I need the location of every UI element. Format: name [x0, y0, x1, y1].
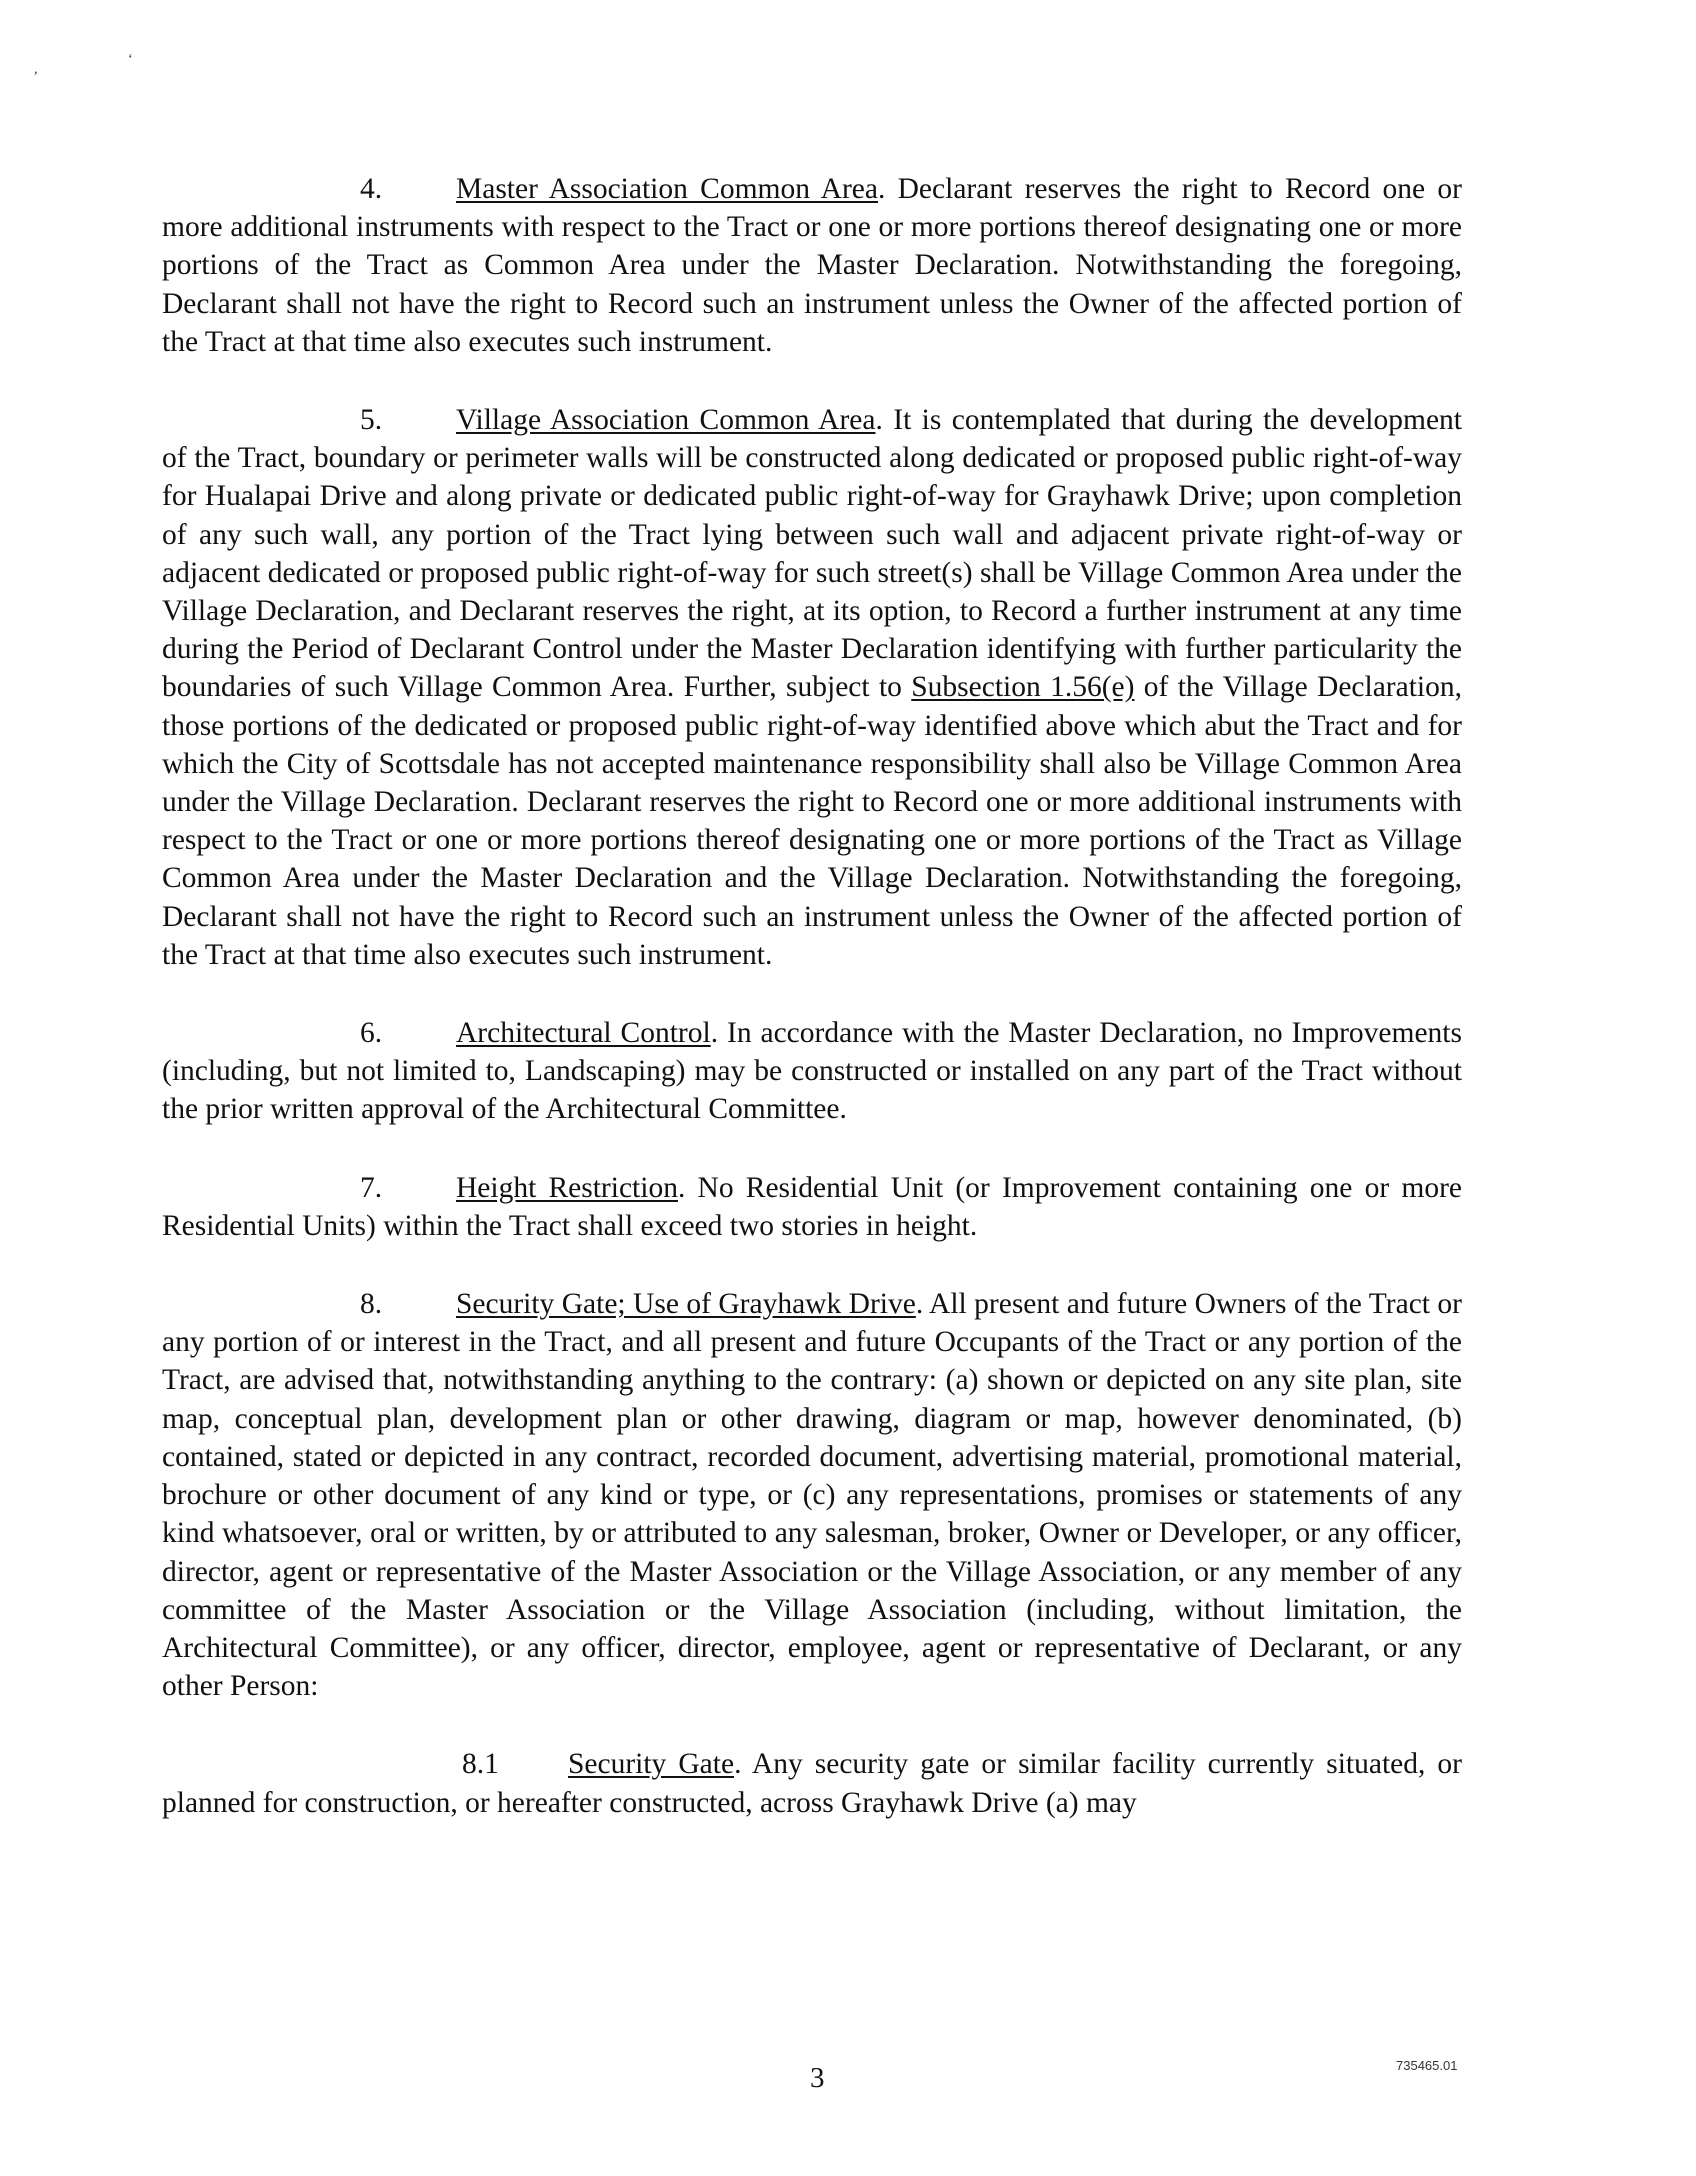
document-body	[162, 170, 1462, 1862]
section-number: 6.	[360, 1017, 383, 1050]
section-number: 5.	[360, 404, 383, 437]
section-number: 8.	[360, 1288, 383, 1321]
document-id: 735465.01	[1396, 2058, 1458, 2073]
page-number: 3	[810, 2062, 825, 2094]
section-heading: Security Gate	[568, 1748, 735, 1781]
section-text: . No Residential Unit (or Improvement containing one or more Residential Units) within the Tract shall exceed two stories in height.	[162, 1171, 1462, 1242]
section-number: 8.1	[462, 1748, 499, 1781]
section-number: 7.	[360, 1171, 383, 1204]
section-heading: Village Association Common Area	[456, 404, 876, 437]
section-text: . Declarant reserves the right to Record one or more additional instruments with respect to the Tract or one or more portions thereof designating one or more portions of the Tract as Common Area under the Master Declaration. Notwithstanding the foregoing, Declarant shall not have the right to Record such an instrument unless the Owner of the affected portion of the Tract at that time also executes such instrument.	[162, 173, 1462, 358]
section-text-continued: of the Village Declaration, those portions of the dedicated or proposed public right-of-way identified above which abut the Tract and for which the City of Scottsdale has not accepted maintenance responsibility shall also be Village Common Area under the Village Declaration. Declarant reserves the right to Record one or more additional instruments with respect to the Tract or one or more portions thereof designating one or more portions of the Tract as Village Common Area under the Master Declaration and the Village Declaration. Notwithstanding the foregoing, Declarant shall not have the right to Record such an instrument unless the Owner of the affected portion of the Tract at that time also executes such instrument.	[162, 671, 1462, 971]
section-text: . All present and future Owners of the Tract or any portion of or interest in the Tract, and all present and future Occupants of the Tract or any portion of the Tract, are advised that, notwithstanding anything to the contrary: (a) shown or depicted on any site plan, site map, conceptual plan, development plan or other drawing, diagram or map, however denominated, (b) contained, stated or depicted in any contract, recorded document, advertising material, promotional material, brochure or other document of any kind or type, or (c) any representations, promises or statements of any kind whatsoever, oral or written, by or attributed to any salesman, broker, Owner or Developer, or any officer, director, agent or representative of the Master Association or the Village Association, or any member of any committee of the Master Association or the Village Association (including, without limitation, the Architectural Committee), or any officer, director, employee, agent or representative of Declarant, or any other Person:	[162, 1288, 1462, 1703]
section-heading: Security Gate; Use of Grayhawk Drive	[456, 1288, 916, 1321]
section-heading: Master Association Common Area	[456, 173, 878, 205]
subsection-reference: Subsection 1.56(e)	[911, 671, 1135, 704]
section-number: 4.	[360, 173, 383, 205]
section-8-1	[162, 1745, 1462, 1821]
section-7	[162, 1169, 1462, 1245]
section-heading: Architectural Control	[456, 1017, 711, 1050]
scan-artifact: ‘	[128, 52, 133, 67]
section-text: . It is contemplated that during the development of the Tract, boundary or perimeter walls will be constructed along dedicated or proposed public right-of-way for Hualapai Drive and along private or dedicated public right-of-way for Grayhawk Drive; upon completion of any such wall, any portion of the Tract lying between such wall and adjacent private right-of-way or adjacent dedicated or proposed public right-of-way for such street(s) shall be Village Common Area under the Village Declaration, and Declarant reserves the right, at its option, to Record a further instrument at any time during the Period of Declarant Control under the Master Declaration identifying with further particularity the boundaries of such Village Common Area. Further, subject to	[162, 404, 1462, 704]
section-heading: Height Restriction	[456, 1171, 678, 1204]
section-6	[162, 1014, 1462, 1129]
section-text: . In accordance with the Master Declaration, no Improvements (including, but not limited to, Landscaping) may be constructed or installed on any part of the Tract without the prior written approval of the Architectural Committee.	[162, 1017, 1462, 1126]
section-text: . Any security gate or similar facility currently situated, or planned for construction, or hereafter constructed, across Grayhawk Drive (a) may	[162, 1748, 1462, 1819]
section-5	[162, 401, 1462, 974]
section-4	[162, 170, 1462, 361]
section-8	[162, 1285, 1462, 1705]
scan-artifact: ,	[34, 62, 38, 77]
